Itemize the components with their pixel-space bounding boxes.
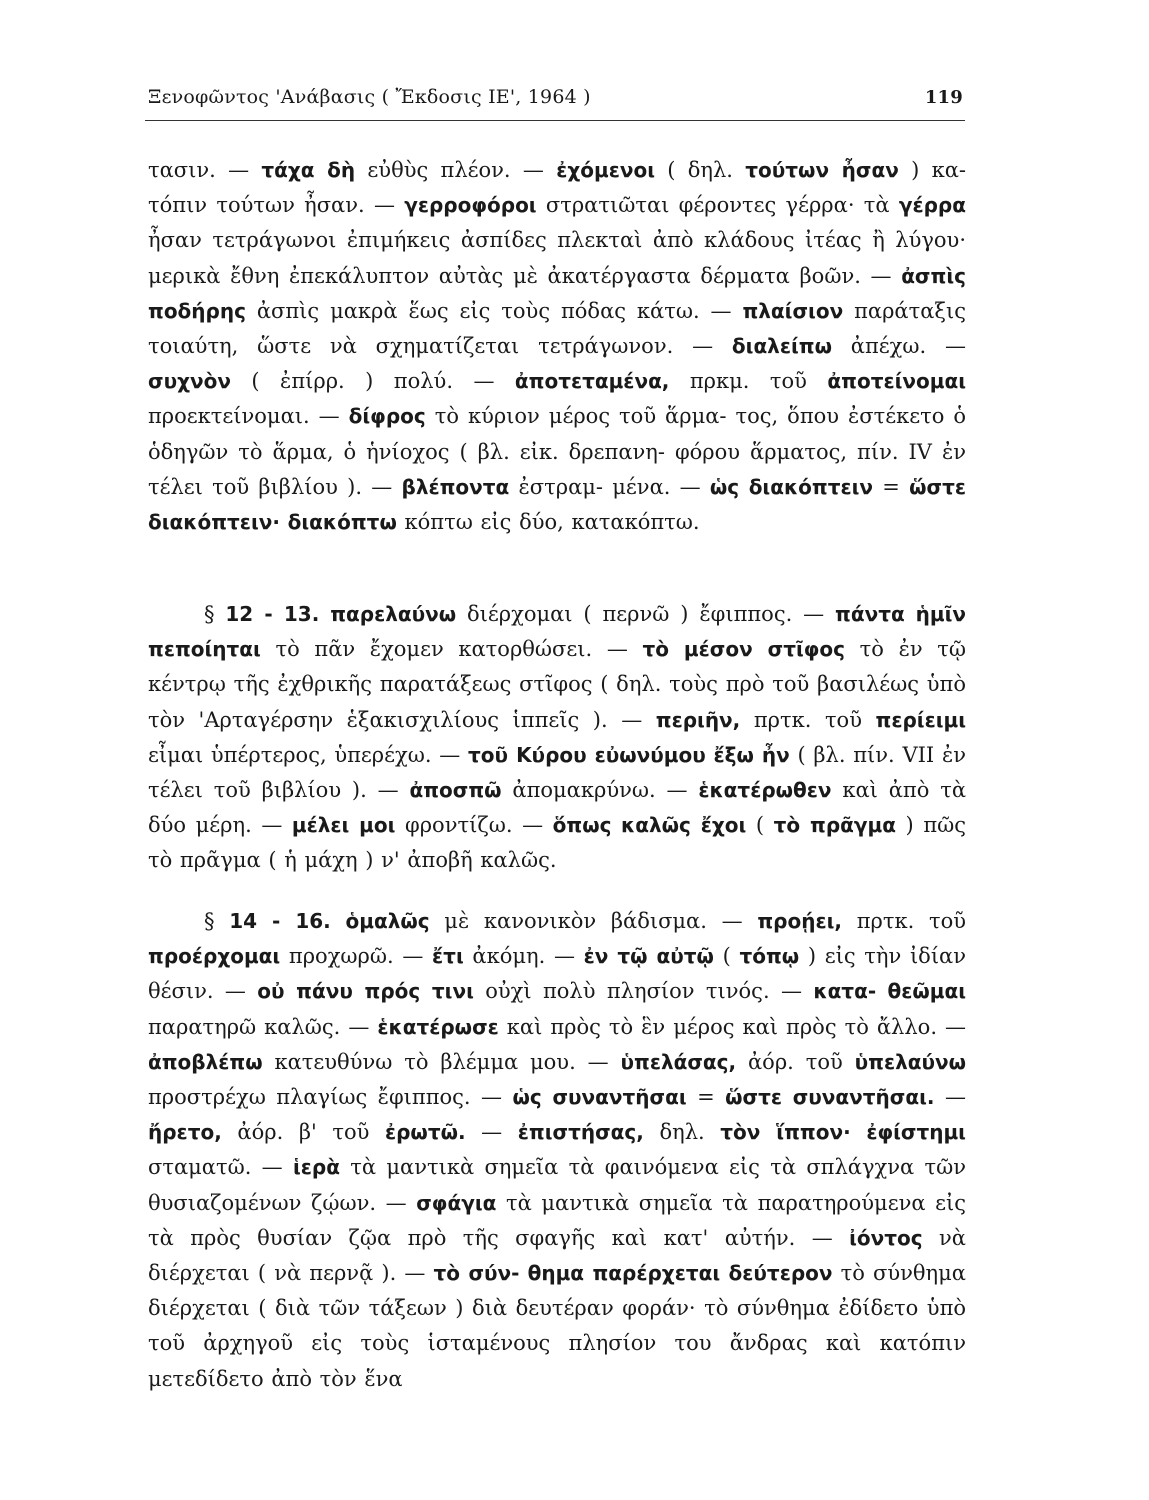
- headword: πλαίσιον: [742, 298, 844, 323]
- headword: ἑκατέρωθεν: [698, 778, 832, 803]
- headword: τόπῳ: [739, 944, 800, 969]
- headword: παρελαύνω: [330, 602, 457, 626]
- headword: ὑπελάσας,: [620, 1049, 737, 1074]
- gloss-text: μὲ κανονικὸν βάδισμα. —: [429, 909, 758, 933]
- headword: 14 - 16.: [229, 909, 331, 933]
- headword: ἀποβλέπω: [148, 1049, 263, 1074]
- gloss-text: —: [934, 1085, 966, 1110]
- gloss-text: τὸ σύνθημα διέρχεται ( διὰ τῶν τάξεων ): [148, 1261, 966, 1321]
- headword: ἐφίστημι: [866, 1120, 966, 1145]
- headword: ἑκατέρωσε: [377, 1014, 499, 1039]
- gloss-text: καὶ ἀπὸ τὰ δύο μέρη. —: [148, 778, 966, 838]
- gloss-text: ἀκόμη. —: [463, 944, 584, 969]
- headword: προῄει,: [757, 909, 842, 933]
- gloss-text: —: [465, 1120, 518, 1145]
- gloss-text: καὶ πρὸς τὸ ἓν μέρος καὶ πρὸς: [498, 1014, 837, 1039]
- gloss-text: =: [686, 1085, 715, 1110]
- gloss-text: προχωρῶ. —: [280, 944, 433, 969]
- headword: ἤρετο,: [148, 1120, 222, 1145]
- headword: ὥστε συναντῆσαι.: [725, 1085, 935, 1110]
- gloss-text: νὰ διέρχεται ( νὰ περνᾷ ). —: [148, 1225, 966, 1286]
- gloss-text: δηλ.: [659, 1120, 721, 1145]
- gloss-text: ) κα-: [898, 158, 967, 182]
- gloss-text: [319, 602, 330, 626]
- running-header: [148, 86, 963, 108]
- gloss-text: τὰ φαινόμενα εἰς τὰ σπλάγχνα τῶν θυσιαζομένων ζῴων. —: [148, 1155, 967, 1215]
- headword: τὸ μέσον στῖφος: [642, 637, 846, 662]
- headword: τὸ σύν-: [433, 1261, 520, 1286]
- gloss-text: κατευθύνω τὸ βλέμμα μου. —: [262, 1049, 621, 1074]
- headword: 12 - 13.: [225, 602, 320, 626]
- gloss-text: ἐν τῷ κέντρῳ τῆς ἐχθρικῆς παρατάξεως στῖφος ( δηλ. τοὺς πρὸ τοῦ: [148, 637, 967, 697]
- gloss-text: τὰ μαντικὰ σημεῖα: [339, 1155, 559, 1180]
- gloss-text: διέρχομαι ( περνῶ ) ἔφιππος. —: [456, 602, 836, 626]
- headword: μέλει μοι: [291, 813, 396, 838]
- headword: ἀσπὶς ποδήρης: [148, 263, 966, 323]
- gloss-text: τὸ ἄλλο. —: [844, 1014, 967, 1039]
- gloss-text: τὸ: [845, 637, 884, 662]
- gloss-text: οὐχὶ πολὺ πλησίον τινός. —: [473, 979, 814, 1004]
- headword: ἀποτείνομαι: [827, 369, 966, 394]
- headword: τάχα δὴ: [261, 158, 356, 182]
- headword: ἐχόμενοι: [556, 158, 655, 182]
- headword: τὸν ἵππον·: [720, 1120, 851, 1145]
- headword: σφάγια: [416, 1190, 497, 1215]
- gloss-text: ( δηλ.: [654, 158, 746, 182]
- gloss-text: ἢ λύγου· μερικὰ ἔθνη ἐπεκάλυπτον αὐτὰς μὲ ἀκατέργαστα δέρματα: [148, 228, 966, 288]
- headword: γέρρα: [898, 193, 966, 218]
- headword: τοῦ Κύρου εὐωνύμου: [468, 742, 706, 767]
- gloss-text: ἐστραμ-: [509, 474, 604, 499]
- gloss-text: πρκμ.: [669, 369, 750, 394]
- headword: ὑπελαύνω: [854, 1049, 966, 1074]
- gloss-text: εὐθὺς πλέον. —: [355, 158, 557, 182]
- gloss-text: κόπτω εἰς: [396, 510, 512, 535]
- gloss-text: τοῦ: [824, 707, 876, 732]
- gloss-text: ἰδίαν θέσιν. —: [148, 944, 966, 1004]
- gloss-text: τόπιν τούτων ἦσαν. —: [148, 193, 405, 218]
- header-rule: [145, 120, 965, 121]
- headword: πάντα: [835, 602, 905, 626]
- gloss-text: ( βλ. πίν. VII ἐν τέλει τοῦ βιβλίου ). —: [148, 742, 966, 803]
- gloss-text: τὰ: [496, 1190, 532, 1215]
- headword: ἐν τῷ αὐτῷ: [583, 944, 714, 969]
- gloss-text: παρατηρῶ καλῶς. —: [148, 1014, 378, 1039]
- gloss-text: προεκτείνομαι. —: [148, 404, 349, 429]
- glossary-section-12-13: [148, 597, 966, 879]
- gloss-text: εἶμαι ὑπέρτερος, ὑπερέχω. —: [148, 742, 469, 767]
- header-title: Ξενοφῶντος 'Ανάβασις ( Ἔκδοσις ΙΕ', 1964 ): [148, 86, 591, 108]
- glossary-section-1: [148, 153, 966, 540]
- headword: ὥστε διακόπτειν·: [148, 474, 966, 535]
- gloss-text: στρατιῶται φέροντες γέρρα· τὰ: [536, 193, 890, 218]
- gloss-text: φόρου ἅρματος, πίν. IV ἐν τέλει τοῦ βιβλίου ). —: [148, 439, 966, 499]
- headword: ἔξω ἦν: [713, 742, 790, 767]
- gloss-text: βασιλέως ὑπὸ τὸν 'Αρταγέρσην ἑξακισχιλίους ἱππεῖς ). —: [148, 672, 966, 732]
- gloss-text: δύο, κατακόπτω.: [519, 510, 700, 535]
- gloss-text: τὸ κύριον μέρος τοῦ ἅρμα-: [425, 404, 727, 429]
- gloss-text: ἀπομακρύνω. —: [501, 778, 688, 803]
- gloss-text: φροντίζω. —: [395, 813, 553, 838]
- headword: δίφρος: [348, 404, 426, 429]
- headword: συχνὸν: [148, 369, 231, 394]
- gloss-text: [851, 1120, 867, 1144]
- gloss-text: ἀόρ.: [736, 1049, 794, 1074]
- gloss-text: §: [204, 602, 226, 626]
- headword: ἱερὰ: [293, 1155, 340, 1180]
- headword: περιῆν,: [655, 707, 741, 732]
- gloss-text: παράταξις τοιαύτη, ὥστε νὰ σχηματίζεται τετράγωνον. —: [148, 298, 966, 359]
- gloss-text: μαντικὰ σημεῖα τὰ παρατηρούμενα εἰς τὰ πρὸς θυσίαν ζῷα πρὸ τῆς: [148, 1190, 966, 1250]
- gloss-text: ) πῶς τὸ πρᾶγμα ( ἡ μάχη ) ν' ἀποβῆ καλῶς.: [148, 813, 967, 873]
- gloss-text: [280, 510, 288, 534]
- headword: καλῶς ἔχοι: [621, 813, 747, 838]
- gloss-text: ( ἐπίρρ. ) πολύ. —: [230, 369, 515, 394]
- headword: ἐπιστήσας,: [517, 1120, 644, 1145]
- gloss-text: [331, 909, 346, 933]
- gloss-text: τασιν. —: [148, 158, 262, 182]
- gloss-text: πρτκ. τοῦ: [841, 909, 966, 933]
- headword: ἀποσπῶ: [409, 778, 502, 803]
- headword: βλέποντα: [401, 474, 510, 499]
- gloss-text: (: [746, 813, 774, 838]
- gloss-text: τὸ πᾶν ἔχομεν κατορθώσει. —: [260, 637, 643, 662]
- gloss-text: τος, ὅπου ἐστέκετο ὁ ὁδηγῶν τὸ ἅρμα, ὁ ἡνίοχος ( βλ. εἰκ. δρεπανη-: [148, 404, 966, 464]
- gloss-text: μένα. —: [612, 474, 710, 499]
- headword: ἐρωτῶ.: [384, 1120, 466, 1145]
- headword: γερροφόροι: [404, 193, 537, 218]
- headword: ἰόντος: [849, 1225, 923, 1250]
- headword: ἔτι: [432, 944, 464, 969]
- gloss-text: (: [713, 944, 740, 969]
- gloss-text: προστρέχω πλαγίως ἔφιππος. —: [148, 1085, 513, 1110]
- gloss-text: ἀόρ. β' τοῦ: [221, 1120, 385, 1145]
- page-number: 119: [924, 87, 963, 108]
- gloss-text: ἀσπὶς μακρὰ ἕως εἰς τοὺς πόδας κάτω. —: [245, 298, 732, 323]
- headword: ὁμαλῶς: [345, 909, 430, 933]
- headword: ὅπως: [552, 813, 612, 838]
- headword: θεῶμαι: [887, 979, 967, 1004]
- gloss-text: διὰ δευτέραν φοράν· τὸ σύνθημα ἐδίδετο ὑπὸ τοῦ ἀρχηγοῦ εἰς τοὺς: [148, 1296, 967, 1356]
- headword: ὡς συναντῆσαι: [512, 1085, 687, 1110]
- gloss-text: §: [204, 909, 230, 933]
- headword: ἀποτεταμένα,: [514, 369, 670, 394]
- headword: ὡς διακόπτειν: [709, 474, 874, 499]
- gloss-text: τοῦ: [805, 1049, 855, 1074]
- gloss-text: τοῦ: [769, 369, 828, 394]
- gloss-text: βοῶν. —: [799, 263, 902, 288]
- headword: ἡμῖν πεποίηται: [148, 602, 966, 662]
- gloss-text: =: [873, 474, 910, 499]
- gloss-text: σταματῶ. —: [148, 1155, 293, 1180]
- headword: προέρχομαι: [148, 944, 281, 969]
- gloss-text: σφαγῆς καὶ κατ' αὐτήν. —: [515, 1225, 850, 1250]
- headword: τὸ πρᾶγμα: [773, 813, 896, 838]
- headword: κατα-: [813, 979, 877, 1004]
- gloss-text: ἱσταμένους πλησίον του ἄνδρας καὶ κατόπιν μετεδίδετο ἀπὸ τὸν ἕνα: [148, 1331, 966, 1391]
- gloss-text: ) εἰς τὴν: [799, 944, 902, 969]
- gloss-text: ἀπέχω. —: [831, 334, 966, 359]
- gloss-text: ἦσαν τετράγωνοι ἐπιμήκεις ἀσπίδες πλεκταὶ ἀπὸ κλάδους ἰτέας: [148, 228, 862, 253]
- headword: διακόπτω: [287, 510, 397, 535]
- headword: διαλείπω: [731, 334, 832, 359]
- headword: περίειμι: [875, 707, 966, 732]
- headword: θημα παρέρχεται δεύτερον: [527, 1261, 833, 1286]
- headword: οὐ πάνυ πρός τινι: [257, 979, 474, 1004]
- headword: τούτων ἦσαν: [745, 158, 899, 182]
- glossary-section-14-16: [148, 904, 966, 1397]
- gloss-text: πρτκ.: [740, 707, 812, 732]
